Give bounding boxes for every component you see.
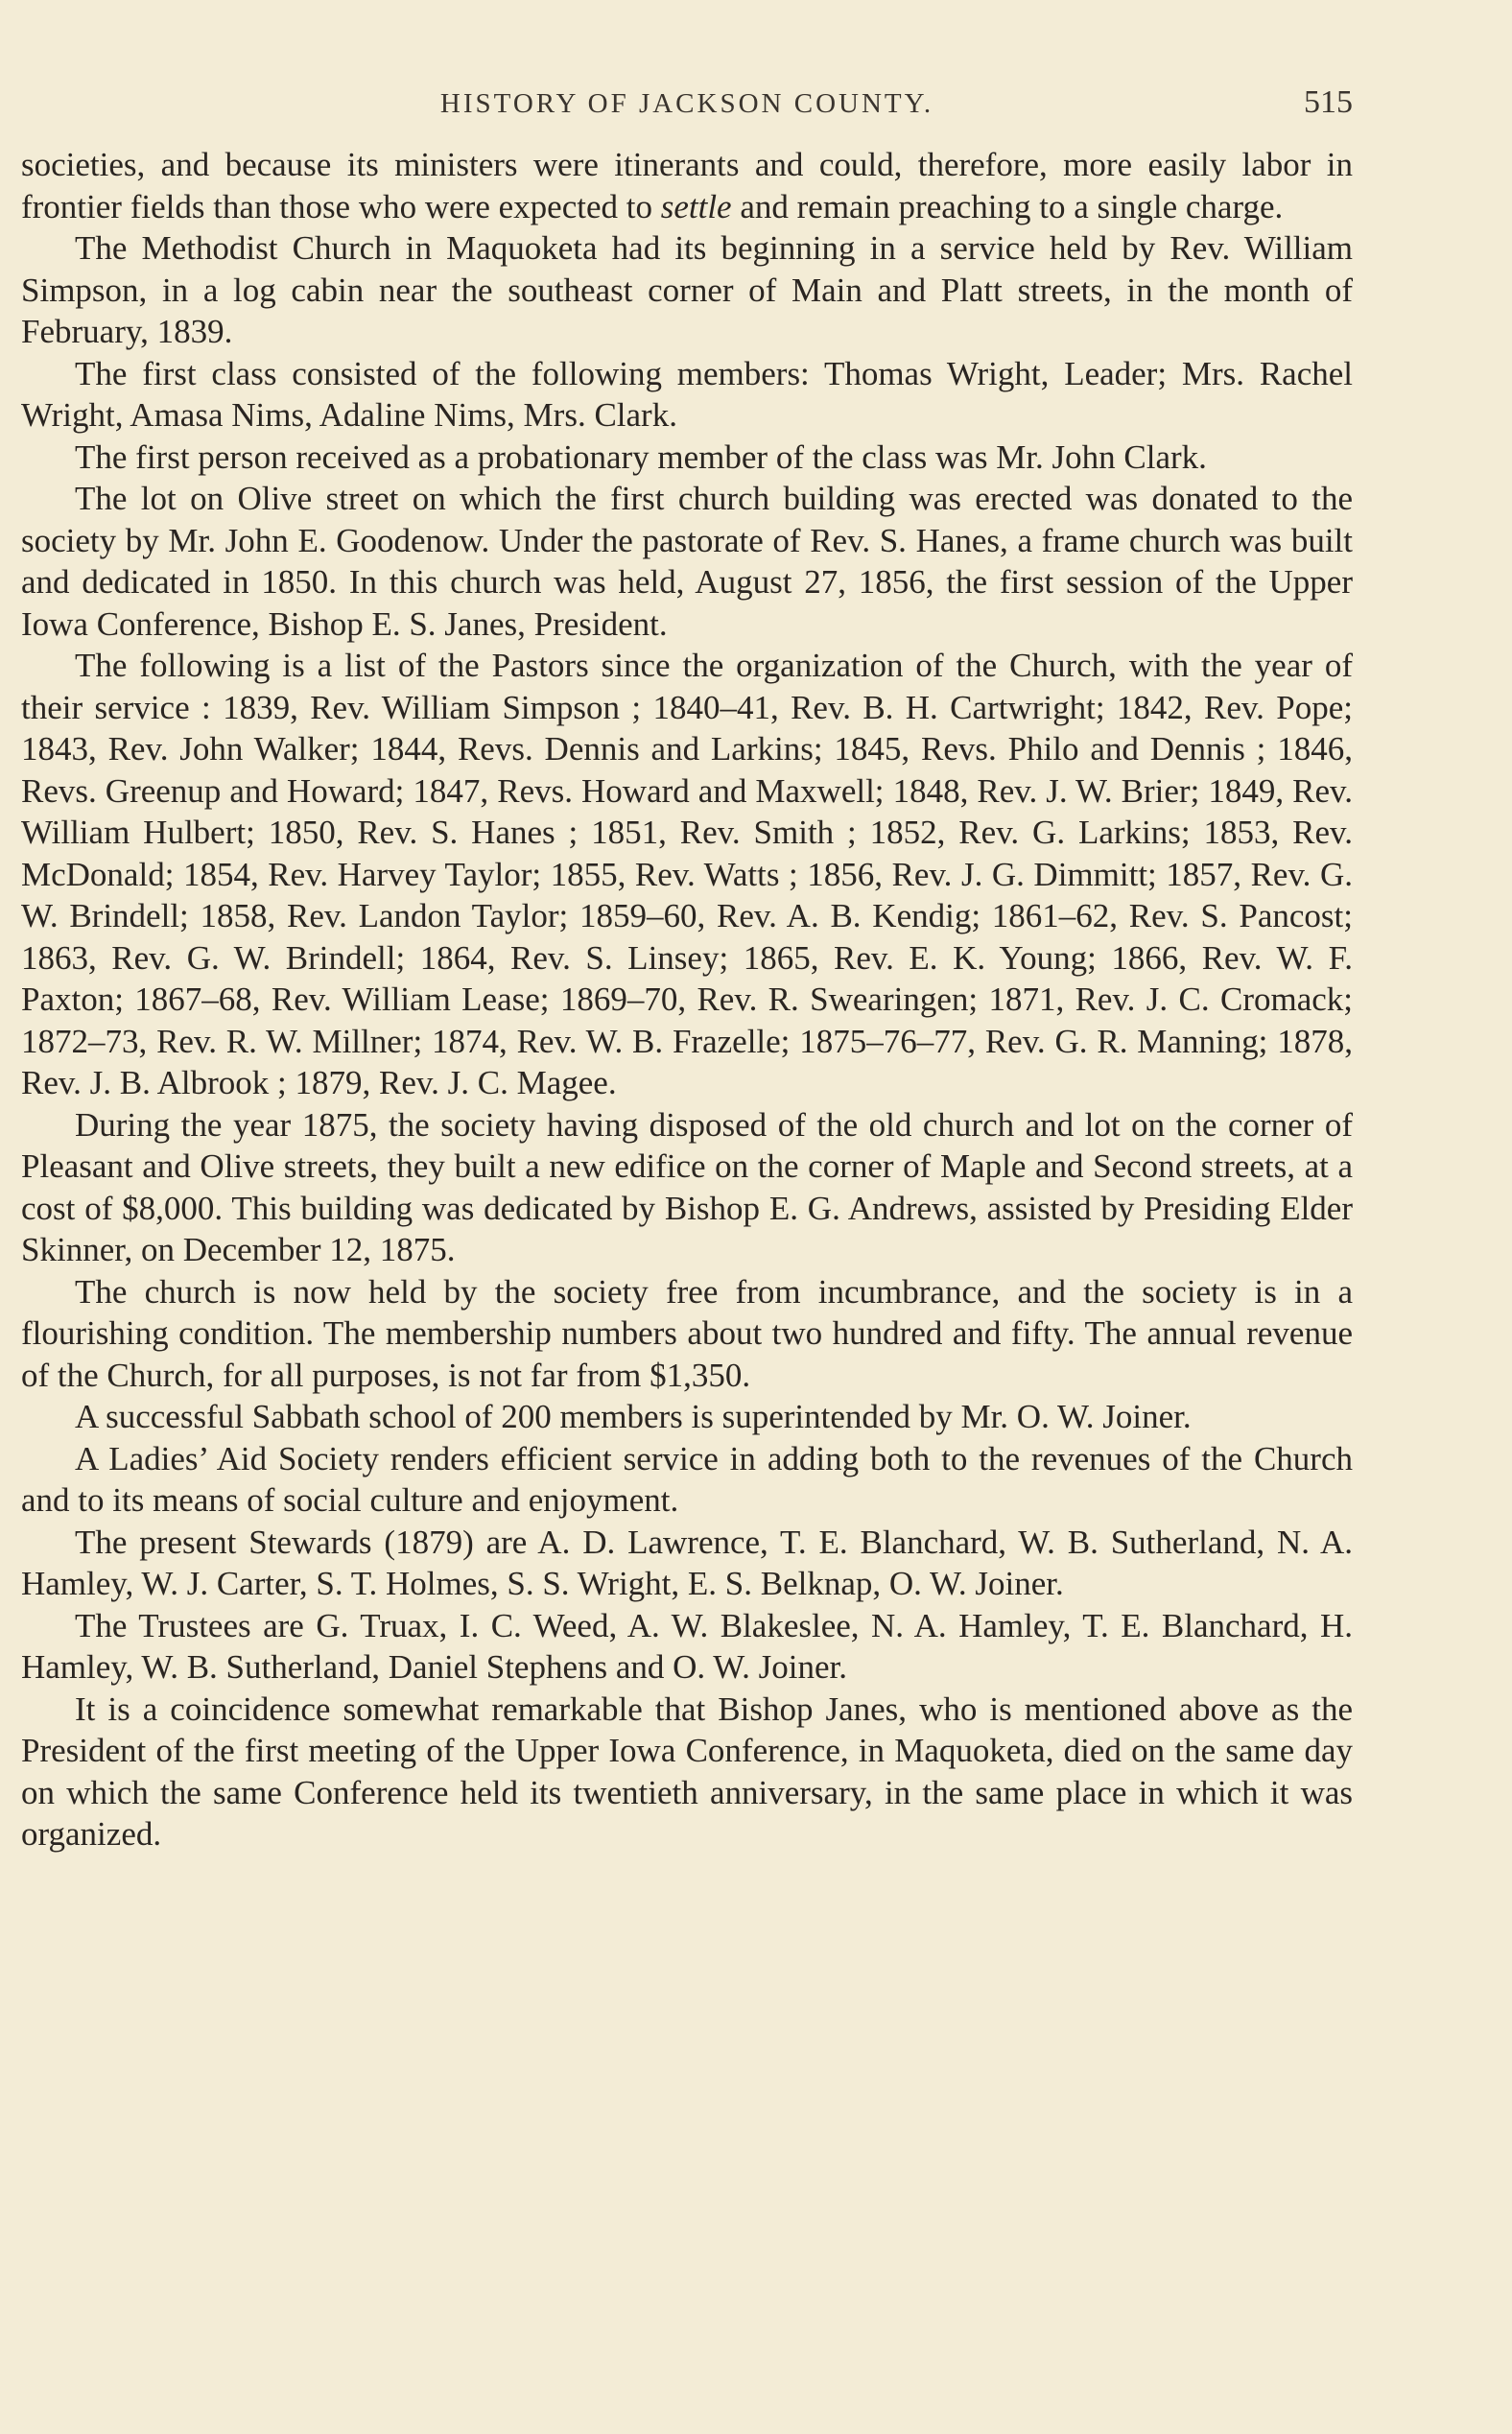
paragraph-pastors-list: The following is a list of the Pastors since the organization of the Church, with the year of their service : 1839, Rev. William Simpson ; 1840–41, Rev. B. H. Cartwright; 1842, Rev. Pope; 1843, Rev. John Walker; 1844, Revs. Dennis and Larkins; 1845, Revs. Philo and Dennis ; 1846, Revs. Greenup and Howard; 1847, Revs. Howard and Maxwell; 1848, Rev. J. W. Brier; 1849, Rev. William Hulbert; 1850, Rev. S. Hanes ; 1851, Rev. Smith ; 1852, Rev. G. Larkins; 1853, Rev. McDonald; 1854, Rev. Harvey Taylor; 1855, Rev. Watts ; 1856, Rev. J. G. Dimmitt; 1857, Rev. G. W. Brindell; 1858, Rev. Landon Taylor; 1859–60, Rev. A. B. Kendig; 1861–62, Rev. S. Pancost; 1863, Rev. G. W. Brindell; 1864, Rev. S. Linsey; 1865, Rev. E. K. Young; 1866, Rev. W. F. Paxton; 1867–68, Rev. William Lease; 1869–70, Rev. R. Swearingen; 1871, Rev. J. C. Cromack; 1872–73, Rev. R. W. Millner; 1874, Rev. W. B. Frazelle; 1875–76–77, Rev. G. R. Manning; 1878, Rev. J. B. Albrook ; 1879, Rev. J. C. Magee.	[21, 647, 1353, 1101]
page-number: 515	[1304, 84, 1353, 120]
paragraph-beginnings: The Methodist Church in Maquoketa had its beginning in a service held by Rev. William Simpson, in a log cabin near the southeast corner of Main and Platt streets, in the month of February, 1839.	[21, 229, 1353, 350]
body-text	[21, 144, 1353, 1855]
paragraph-coincidence: It is a coincidence somewhat remarkable that Bishop Janes, who is mentioned above as the President of the first meeting of the Upper Iowa Conference, in Maquoketa, died on the same day on which the same Conference held its twentieth anniversary, in the same place in which it was organized.	[21, 1690, 1353, 1853]
paragraph-olive-street-lot: The lot on Olive street on which the first church building was erected was donated to the society by Mr. John E. Goodenow. Under the pastorate of Rev. S. Hanes, a frame church was built and dedicated in 1850. In this church was held, August 27, 1856, the first session of the Upper Iowa Conference, Bishop E. S. Janes, President.	[21, 480, 1353, 643]
paragraph-trustees: The Trustees are G. Truax, I. C. Weed, A. W. Blakeslee, N. A. Hamley, T. E. Blanchard, H. Hamley, W. B. Sutherland, Daniel Stephens and O. W. Joiner.	[21, 1606, 1353, 1686]
paragraph-text: and remain preaching to a single charge.	[731, 187, 1284, 225]
paragraph-text: societies, and because its ministers were itinerants and could, therefore, more easily labor in frontier fields than those who were expected to	[21, 146, 1353, 225]
italic-word: settle	[660, 187, 732, 225]
paragraph-stewards: The present Stewards (1879) are A. D. Lawrence, T. E. Blanchard, W. B. Sutherland, N. A. Hamley, W. J. Carter, S. T. Holmes, S. S. Wright, E. S. Belknap, O. W. Joiner.	[21, 1523, 1353, 1602]
paragraph-sabbath-school: A successful Sabbath school of 200 members is superintended by Mr. O. W. Joiner.	[75, 1398, 1192, 1435]
paragraph-church-condition: The church is now held by the society free from incumbrance, and the society is in a flourishing condition. The membership numbers about two hundred and fifty. The annual revenue of the Church, for all purposes, is not far from $1,350.	[21, 1272, 1353, 1394]
paragraph-first-class: The first class consisted of the following members: Thomas Wright, Leader; Mrs. Rachel Wright, Amasa Nims, Adaline Nims, Mrs. Clark.	[21, 354, 1353, 434]
running-head	[21, 84, 1353, 130]
running-title: HISTORY OF JACKSON COUNTY.	[439, 88, 934, 119]
paragraph-first-probationer: The first person received as a probationary member of the class was Mr. John Clark.	[75, 437, 1207, 476]
book-page	[21, 84, 1353, 1855]
paragraph-new-edifice: During the year 1875, the society having disposed of the old church and lot on the corner of Pleasant and Olive streets, they built a new edifice on the corner of Maple and Second streets, at a cost of $8,000. This building was dedicated by Bishop E. G. Andrews, assisted by Presiding Elder Skinner, on December 12, 1875.	[21, 1105, 1353, 1268]
paragraph-ladies-aid: A Ladies’ Aid Society renders efficient service in adding both to the revenues of the Church and to its means of social culture and enjoyment.	[21, 1439, 1353, 1519]
paragraph-societies-continuation	[21, 144, 1353, 227]
